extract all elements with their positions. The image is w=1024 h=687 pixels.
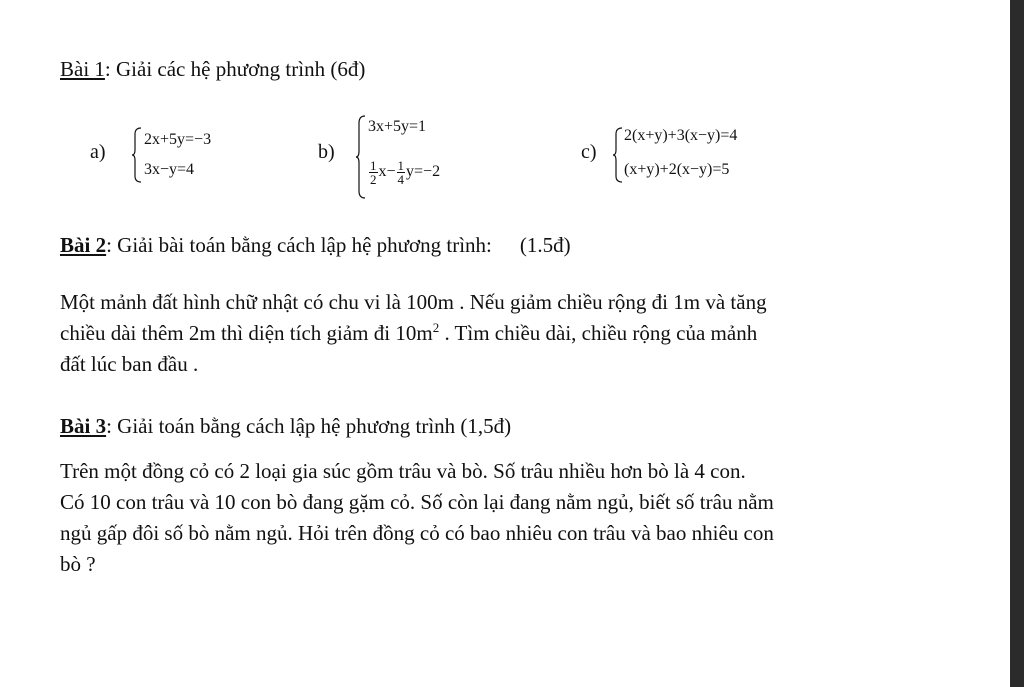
bai2-heading	[60, 230, 571, 260]
bai2-line1: Một mảnh đất hình chữ nhật có chu vi là 100m . Nếu giảm chiều rộng đi 1m và tăng	[60, 290, 767, 314]
system-c-eq2: (x+y)+2(x−y)=5	[624, 161, 730, 178]
fraction-half: $\frac{1}{2}$	[370, 157, 377, 187]
bai3-title: : Giải toán bằng cách lập hệ phương trình (1,5đ)	[106, 414, 512, 438]
bai3-heading	[60, 411, 511, 441]
part-a-label: a)	[90, 141, 106, 163]
bai2-line2: chiều dài thêm 2m thì diện tích giảm đi $10m^2$ . Tìm chiều dài, chiều rộng của mảnh	[60, 320, 758, 345]
bai2-paragraph	[60, 287, 960, 380]
brace-a-icon	[131, 126, 143, 184]
system-b-eq2: $\frac{1}{2}$ x− $\frac{1}{4}$ y=−2	[370, 157, 441, 187]
bai1-heading	[60, 54, 365, 84]
part-c-label: c)	[581, 141, 597, 163]
bai2-line3: đất lúc ban đầu .	[60, 352, 199, 376]
brace-b-icon	[355, 114, 367, 200]
system-a-eq1: 2x+5y=−3	[144, 131, 212, 148]
system-c-eq1: 2(x+y)+3(x−y)=4	[624, 127, 738, 144]
bai3-line2: Có 10 con trâu và 10 con bò đang gặm cỏ. Số còn lại đang nằm ngủ, biết số trâu nằm	[60, 490, 774, 514]
scrollbar[interactable]	[1010, 0, 1024, 687]
bai2-points: (1.5đ)	[519, 233, 571, 257]
system-b-eq1: 3x+5y=1	[368, 118, 427, 135]
bai1-label: Bài 1	[60, 57, 105, 81]
brace-c-icon	[612, 126, 624, 184]
bai3-label: Bài 3	[60, 414, 107, 438]
bai3-paragraph	[60, 456, 960, 580]
bai1-title: : Giải các hệ phương trình (6đ)	[104, 57, 366, 81]
bai3-line4: bò ?	[60, 552, 96, 576]
bai2-label: Bài 2	[60, 233, 107, 257]
system-a-eq2: 3x−y=4	[144, 161, 195, 178]
fraction-quarter: $\frac{1}{4}$	[397, 157, 405, 187]
bai2-title: : Giải bài toán bằng cách lập hệ phương trình:	[106, 233, 492, 257]
part-b-label: b)	[318, 141, 335, 163]
bai3-line3: ngủ gấp đôi số bò nằm ngủ. Hỏi trên đồng cỏ có bao nhiêu con trâu và bao nhiêu con	[60, 521, 774, 545]
bai3-line1: Trên một đồng cỏ có 2 loại gia súc gồm trâu và bò. Số trâu nhiều hơn bò là 4 con.	[60, 459, 746, 483]
